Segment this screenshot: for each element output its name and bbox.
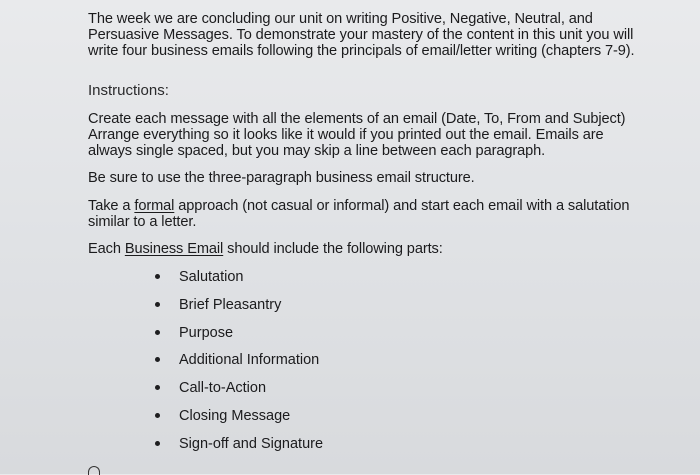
list-item: Closing Message xyxy=(150,405,323,433)
paragraph-line: Arrange everything so it looks like it would if you printed out the email. Emails are xyxy=(88,127,604,143)
approach-paragraph xyxy=(88,198,658,230)
parts-intro-paragraph xyxy=(88,241,658,257)
paragraph-line: always single spaced, but you may skip a line between each paragraph. xyxy=(88,143,546,159)
formal-underlined-text: formal xyxy=(134,198,175,214)
list-item: Additional Information xyxy=(150,349,323,377)
intro-line: Persuasive Messages. To demonstrate your mastery of the content in this unit you will xyxy=(88,27,634,43)
paragraph-line: Create each message with all the elements of an email (Date, To, From and Subject) xyxy=(88,111,626,127)
list-item: Brief Pleasantry xyxy=(150,294,323,322)
list-item: Sign-off and Signature xyxy=(150,433,323,461)
text-run: approach (not casual or informal) and start each email with a salutation xyxy=(174,198,630,214)
intro-paragraph xyxy=(88,11,658,59)
instructions-heading: Instructions: xyxy=(88,82,169,99)
paragraph-line xyxy=(88,241,658,257)
list-item: Purpose xyxy=(150,322,323,350)
paragraph-line xyxy=(88,198,658,214)
intro-line: write four business emails following the principals of email/letter writing (chapters 7-9). xyxy=(88,43,635,59)
list-item: Call-to-Action xyxy=(150,377,323,405)
list-item: Salutation xyxy=(150,266,323,294)
intro-line: The week we are concluding our unit on writing Positive, Negative, Neutral, and xyxy=(88,11,593,27)
text-run: should include the following parts: xyxy=(223,241,443,257)
structure-paragraph xyxy=(88,170,658,186)
paragraph-line: similar to a letter. xyxy=(88,214,197,230)
elements-paragraph xyxy=(88,111,658,159)
email-parts-list xyxy=(150,266,323,461)
text-run: Take a xyxy=(88,198,135,214)
paragraph-line: Be sure to use the three-paragraph business email structure. xyxy=(88,170,475,186)
business-email-underlined-text: Business Email xyxy=(124,241,224,257)
text-run: Each xyxy=(88,241,125,257)
